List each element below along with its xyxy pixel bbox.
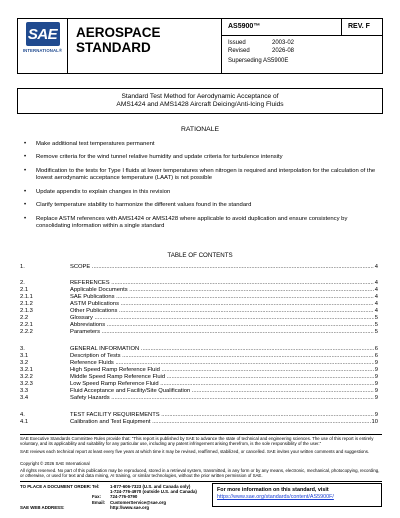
more-info-text: For more information on this standard, visit <box>217 487 329 493</box>
bullet-icon: • <box>24 167 27 174</box>
tel2-value: 1-724-776-4970 (outside U.S. and Canada) <box>110 489 197 495</box>
toc-heading: TABLE OF CONTENTS <box>167 252 233 259</box>
toc-row[interactable]: 3.2.3 Low Speed Ramp Reference Fluid ..... 9 <box>20 381 378 388</box>
footer-review-text: SAE reviews each technical report at least every five years at which time it may be revised, reaffirmed, stabilized, or cancelled. SAE invites your written comments and suggestions. <box>20 449 370 454</box>
sae-logo <box>18 19 68 73</box>
rationale-item: • Replace ASTM references with AMS1424 or AMS1428 where applicable to avoid duplication and ensure consistency by consolidating information within a single standard <box>24 215 348 229</box>
toc-row[interactable]: 2.1.3 Other Publications ..... 4 <box>20 308 378 315</box>
tel-label: Tel: <box>92 484 100 489</box>
toc-row[interactable]: 2.1 Applicable Documents ..... 4 <box>20 287 378 294</box>
footer-copyright: Copyright © 2026 SAE International <box>20 461 90 466</box>
bullet-icon: • <box>24 215 27 222</box>
web-value[interactable]: http://www.sae.org <box>110 504 150 510</box>
footer-rules-text: SAE Executive Standards Committee Rules provide that: "This report is published by SAE to advance the state of technical and engineering sciences. The use of this report is entirely voluntary, and its applicability and suitability for any particular use, including any patent infringement arising therefrom, is the sole responsibility of the user." <box>20 436 374 447</box>
toc-row[interactable]: 3.2.2 Middle Speed Ramp Reference Fluid ..... 9 <box>20 374 378 381</box>
rationale-item: • Make additional test temperatures permanent <box>24 141 155 147</box>
bullet-icon: • <box>24 154 27 161</box>
order-label: TO PLACE A DOCUMENT ORDER: <box>20 484 92 489</box>
document-title-line1: Standard Test Method for Aerodynamic Acceptance of <box>121 93 279 100</box>
footer-divider <box>20 434 382 435</box>
toc-row[interactable]: 3.4 Safety Hazards ..... 9 <box>20 395 378 402</box>
toc-row[interactable]: 2.1.1 SAE Publications ..... 4 <box>20 294 378 301</box>
toc-row[interactable]: 3. GENERAL INFORMATION ..... 6 <box>20 346 378 353</box>
document-number: AS5900™ <box>222 19 342 35</box>
rationale-item: • Modification to the tests for Type I fluids at lower temperatures when nitrogen is required and interpolation for the calculation of the lowest aerodynamic acceptance temperature (LAAT) is not possible <box>24 167 376 182</box>
bullet-icon: • <box>24 141 27 147</box>
toc-row[interactable]: 3.2.1 High Speed Ramp Reference Fluid ..... 9 <box>20 367 378 374</box>
more-info-box <box>212 483 382 507</box>
email-value[interactable]: CustomerService@sae.org <box>110 499 167 505</box>
revision-label: REV. F <box>348 23 370 30</box>
document-type-line1: AEROSPACE <box>76 25 161 40</box>
toc-row[interactable]: 3.1 Description of Tests ..... 6 <box>20 353 378 360</box>
document-meta <box>222 19 382 73</box>
bullet-icon: • <box>24 188 27 195</box>
sae-logo-tagline: INTERNATIONAL® <box>22 48 63 53</box>
toc-row[interactable]: 2.1.2 ASTM Publications ..... 4 <box>20 301 378 308</box>
document-title-box <box>17 88 383 114</box>
more-info-link[interactable]: https://www.sae.org/standards/content/AS5900F/ <box>217 494 334 500</box>
rationale-item: • Update appendix to explain changes in this revision <box>24 188 171 195</box>
document-type <box>68 19 222 73</box>
order-contact <box>20 484 210 510</box>
toc-row[interactable]: 2.2 Glossary ..... 5 <box>20 315 378 322</box>
rationale-heading: RATIONALE <box>180 126 220 133</box>
footer-rights-text: All rights reserved. No part of this publication may be reproduced, stored in a retrieval system, transmitted, in any form or by any means, electronic, mechanical, photocopying, recording, or otherwise, or used for text and data mining, AI training, or similar technologies, without the prior written permission of SAE. <box>20 468 380 479</box>
footer-divider <box>20 481 382 482</box>
superseding-text: Superseding AS5900E <box>228 58 289 64</box>
rationale-item: • Clarify temperature stability to harmonize the different values found in the standard <box>24 202 252 209</box>
document-header <box>17 18 383 74</box>
toc-row[interactable]: 1. SCOPE ..... 4 <box>20 264 378 271</box>
rationale-item: • Remove criteria for the wind tunnel relative humidity and update criteria for turbulence intensity <box>24 154 283 161</box>
document-type-line2: STANDARD <box>76 40 151 55</box>
toc-row[interactable]: 4.1 Calibration and Test Equipment ..... 10 <box>20 419 378 426</box>
sae-logo-mark: SAE <box>26 22 60 46</box>
email-label: Email: <box>92 499 106 505</box>
fax-value: 724-776-0790 <box>110 494 138 500</box>
toc-row[interactable]: 2. REFERENCES ..... 4 <box>20 280 378 287</box>
tel-value: 1-877-606-7323 (U.S. and Canada only) <box>110 484 191 489</box>
fax-label: Fax: <box>92 494 102 500</box>
bullet-icon: • <box>24 202 27 209</box>
web-label: SAE WEB ADDRESS: <box>20 504 65 510</box>
rationale-list <box>24 141 380 236</box>
document-title-line2: AMS1424 and AMS1428 Aircraft Deicing/Anti-Icing Fluids <box>116 101 284 108</box>
toc-row[interactable]: 2.2.2 Parameters ..... 5 <box>20 329 378 336</box>
issue-dates <box>222 36 382 55</box>
toc-row[interactable]: 3.2 Reference Fluids ..... 9 <box>20 360 378 367</box>
toc-row[interactable]: 2.2.1 Abbreviations ..... 5 <box>20 322 378 329</box>
revised-label: Revised <box>228 47 250 54</box>
issued-label: Issued <box>228 40 246 46</box>
toc-row[interactable]: 4. TEST FACILITY REQUIREMENTS ..... 9 <box>20 412 378 419</box>
revised-value: 2026-08 <box>272 47 295 54</box>
issued-value: 2003-02 <box>272 40 295 46</box>
toc-row[interactable]: 3.3 Fluid Acceptance and Facility/Site Qualification ..... 9 <box>20 388 378 395</box>
